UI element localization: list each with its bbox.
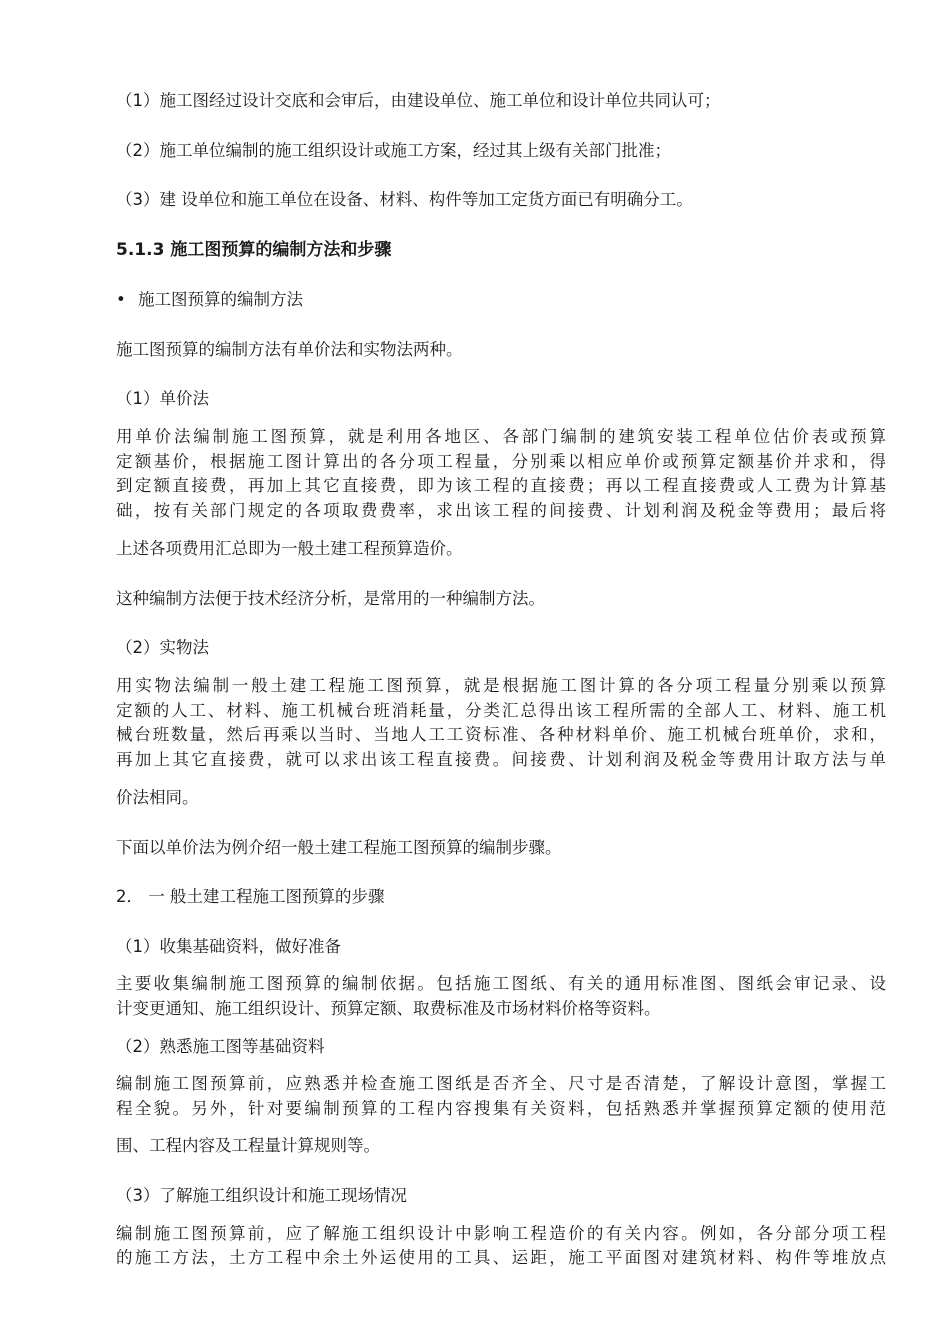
paragraph-line: 价法相同。 — [116, 788, 199, 807]
subheading-physical: （2）实物法 — [116, 638, 209, 657]
paragraph-line: 上述各项费用汇总即为一般土建工程预算造价。 — [116, 539, 463, 558]
paragraph-line: 编制施工图预算前，应熟悉并检查施工图纸是否齐全、尺寸是否清楚，了解设计意图，掌握工 — [116, 1074, 886, 1093]
step-3-heading: （3）了解施工组织设计和施工现场情况 — [116, 1186, 407, 1205]
subheading-unit-price: （1）单价法 — [116, 389, 209, 408]
paragraph-line: 械台班数量，然后再乘以当时、当地人工工资标准、各种材料单价、施工机械台班单价，求和， — [116, 725, 886, 744]
paragraph-line: 到定额直接费，再加上其它直接费，即为该工程的直接费；再以工程直接费或人工费为计算基 — [116, 476, 886, 495]
bullet-icon: • — [116, 290, 126, 309]
paragraph-line: 主要收集编制施工图预算的编制依据。包括施工图纸、有关的通用标准图、图纸会审记录、设 — [116, 974, 886, 993]
item-1-text: （1）施工图经过设计交底和会审后，由建设单位、施工单位和设计单位共同认可； — [116, 91, 721, 110]
paragraph-line: 围、工程内容及工程量计算规则等。 — [116, 1136, 380, 1155]
paragraph-line: 编制施工图预算前，应了解施工组织设计中影响工程造价的有关内容。例如，各分部分项工程 — [116, 1224, 886, 1243]
paragraph-intro-steps: 下面以单价法为例介绍一般土建工程施工图预算的编制步骤。 — [116, 838, 562, 857]
bullet-item — [116, 288, 886, 312]
item-2-text: （2）施工单位编制的施工组织设计或施工方案，经过其上级有关部门批准； — [116, 141, 671, 160]
paragraph-line: 用单价法编制施工图预算，就是利用各地区、各部门编制的建筑安装工程单位估价表或预算 — [116, 427, 886, 446]
paragraph-line: 程全貌。另外，针对要编制预算的工程内容搜集有关资料，包括熟悉并掌握预算定额的使用范 — [116, 1099, 886, 1118]
paragraph-line: 定额基价，根据施工图计算出的各分项工程量，分别乘以相应单价或预算定额基价并求和，得 — [116, 452, 886, 471]
item-3-text: （3）建 设单位和施工单位在设备、材料、构件等加工定货方面已有明确分工。 — [116, 190, 693, 209]
paragraph-line: 计变更通知、施工组织设计、预算定额、取费标准及市场材料价格等资料。 — [116, 999, 661, 1018]
paragraph-line: 用实物法编制一般土建工程施工图预算，就是根据施工图计算的各分项工程量分别乘以预算 — [116, 676, 886, 695]
paragraph-line: 础，按有关部门规定的各项取费费率，求出该工程的间接费、计划利润及税金等费用；最后将 — [116, 501, 886, 520]
section-heading-5-1-3: 5.1.3 施工图预算的编制方法和步骤 — [116, 240, 392, 260]
heading-steps: 2． 一 般土建工程施工图预算的步骤 — [116, 887, 385, 906]
paragraph-note: 这种编制方法便于技术经济分析，是常用的一种编制方法。 — [116, 589, 545, 608]
step-2-heading: （2）熟悉施工图等基础资料 — [116, 1037, 325, 1056]
paragraph-line: 的施工方法，土方工程中余土外运使用的工具、运距，施工平面图对建筑材料、构件等堆放点 — [116, 1248, 886, 1267]
paragraph-line: 定额的人工、材料、施工机械台班消耗量，分类汇总得出该工程所需的全部人工、材料、施工机 — [116, 701, 886, 720]
bullet-text: 施工图预算的编制方法 — [138, 290, 303, 309]
paragraph-line: 再加上其它直接费，就可以求出该工程直接费。间接费、计划利润及税金等费用计取方法与单 — [116, 750, 886, 769]
paragraph-methods: 施工图预算的编制方法有单价法和实物法两种。 — [116, 340, 463, 359]
step-1-heading: （1）收集基础资料，做好准备 — [116, 937, 341, 956]
